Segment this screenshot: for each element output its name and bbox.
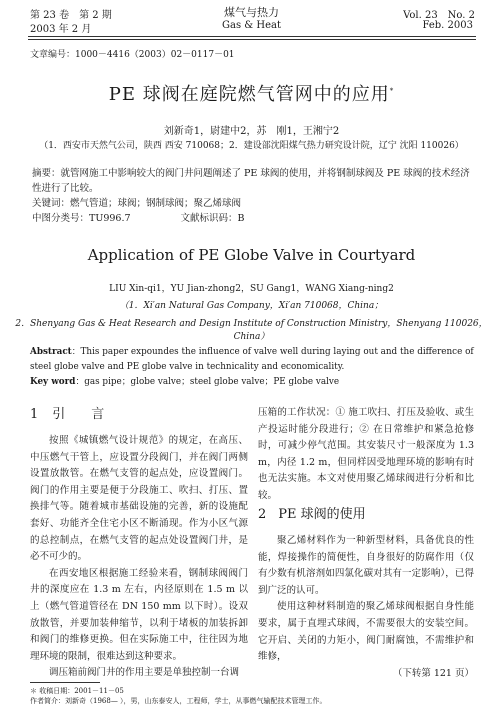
section-2-paragraph: 聚乙烯材料作为一种新型材料，具备优良的性能，焊接操作的简便性，自身很好的防腐作用（仅有少数有机溶剂如四氯化碳对其有一定影响），已得到广泛的认可。 [258,535,474,596]
section-1-paragraph: 调压箱前阀门井的作用主要是单独控制一台调 [49,667,240,679]
title-cn [0,80,503,106]
continued-note: （下转第 121 页） [392,667,474,679]
abstract-en-paragraph [30,345,474,375]
header-date-en: Feb. 2003 [422,20,473,31]
header-vol-no-en: Vol. 23 No. 2 [403,10,475,21]
section-2-title: PE 球阀的使用 [278,507,366,522]
running-header [0,0,503,40]
section-1-paragraph: 按照《城镇燃气设计规范》的规定，在高压、中压燃气干管上，应设置分段阀门，并在阀门两侧设置放散管。在燃气支管的起点处，应设置阀门。阀门的作用主要是便于分段施工、吹扫、打压、置换排气等。随着城市基础设施的完善，新的设施配套好、功能齐全住宅小区不断涌现。作为小区气源的总控制点，在燃气支管的起点处设置阀门井，是必不可少的。 [30,435,248,563]
section-2-paragraph: 使用这种材料制造的聚乙烯球阀根据自身性能要求，属于直埋式球阀，不需要很大的安装空间。它开启、关闭的力矩小，阀门耐腐蚀，不需维护和维修， [258,601,474,663]
section-1-heading [30,403,104,422]
abstract-cn [32,166,472,226]
title-en: Application of PE Globe Valve in Courtyard [87,246,416,264]
clc-number: 中图分类号：TU996.7 [32,213,131,224]
section-1-paragraph: 在西安地区根据施工经验来看，钢制球阀阀门井的深度应在 1.3 m 左右，内径原则在 1.5 m 以上（燃气管道管径在 DN 150 mm 以下时）。设双放散管，并要加装伸缩节，以利于堵板的加装拆卸和阀门的维修更换。但在实际施工中，往往因为地理环境的限制，很难达到这种要求。 [30,567,248,662]
affiliation-en-2: 2．Shenyang Gas & Heat Research and Design Institute of Construction Ministry，Shenyang 110026，China） [15,319,488,342]
keywords-en-label: Key word [30,377,76,387]
affiliation-en-1: （1．Xi′an Natural Gas Company，Xi′an 710068，China； [119,301,384,311]
keywords-en-text: ：gas pipe；globe valve；steel globe valve；PE globe valve [75,377,340,387]
abstract-en [30,345,474,390]
article-number: 文章编号：1000－4416（2003）02－0117－01 [30,50,235,60]
section-2-heading [258,503,366,522]
authors-en: LIU Xin-qi1，YU Jian-zhong2，SU Gang1，WANG Xiang-ning2 [109,284,394,294]
header-date-cn: 2003 年 2 月 [30,24,92,35]
header-volume-issue: 第 23 卷 第 2 期 [30,10,112,21]
title-footnote-mark: * [389,87,395,95]
footnote-author-bio: 作者简介：刘新奇（1968— ），男，山东泰安人，工程师，学士，从事燃气输配技术管理工作。 [30,697,327,705]
section-2-number: 2 [258,507,267,522]
document-code: 文献标识码：B [180,213,245,224]
header-journal-cn: 煤气与热力 [224,6,279,19]
continued-paragraph: 压箱的工作状况：① 施工吹扫、打压及验收、或生产投运时能分段进行；② 在日常维护和紧急抢修时，可减少停气范围。其安装尺寸一般深度为 1.3 m，内径 1.2 m，但同样因受地理环境的影响有时也无法实施。本文对使用聚乙烯球阀进行分析和比较。 [258,407,474,501]
right-column-section-2 [258,533,474,682]
footnote-received-date: ＊ 收稿日期：2001－11－05 [30,687,124,695]
header-rule-thin [28,39,476,40]
header-rule [28,36,476,37]
authors-cn: 刘新奇1，尉建中2，苏 刚1，王湘宁2 [163,126,340,137]
classification-line [32,211,472,226]
title-cn-text: PE 球阀在庭院燃气管网中的应用 [108,84,390,105]
footnote-rule [30,682,100,683]
abstract-en-label: Abstract [30,347,72,357]
keywords-cn: 关键词：燃气管道；球阀；钢制球阀；聚乙烯球阀 [32,198,242,209]
left-column [30,433,248,682]
abstract-cn-text: 摘要：就管网施工中影响较大的阀门井问题阐述了 PE 球阀的使用，并将钢制球阀及 PE 球阀的技术经济性进行了比较。 [32,168,470,194]
keywords-en-paragraph [30,375,474,390]
section-1-title: 引 言 [52,407,105,422]
section-1-number: 1 [30,407,39,422]
abstract-en-text: ：This paper expoundes the influence of valve well during laying out and the difference of steel globe valve and PE globe valve in technicality and economicality. [30,347,474,372]
footnote [30,686,327,706]
header-journal-en: Gas & Heat [222,20,281,31]
right-column-top [258,405,474,505]
affiliation-cn: （1．西安市天然气公司，陕西 西安 710068；2．建设部沈阳煤气热力研究设计院，辽宁 沈阳 110026） [39,141,464,151]
